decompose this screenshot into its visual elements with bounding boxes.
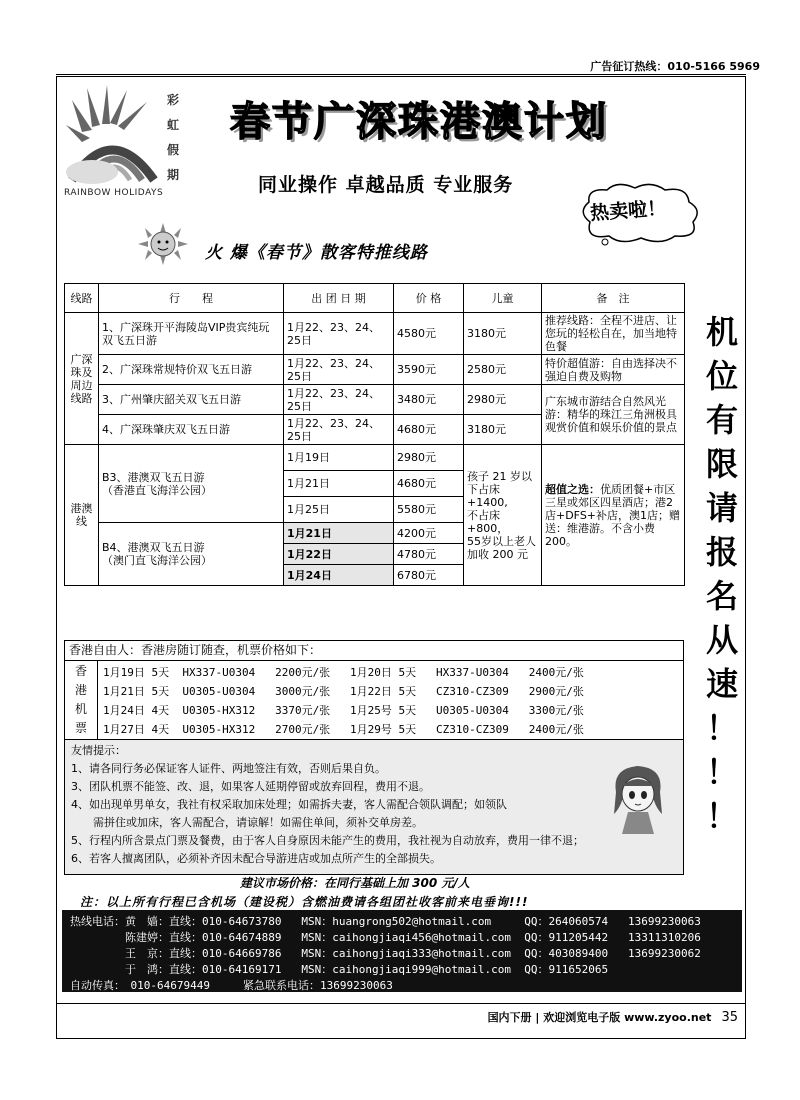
logo-en-text: RAINBOW HOLIDAYS (64, 188, 164, 198)
page-title: 春节广深珠港澳计划 (230, 98, 608, 145)
subtitle: 同业操作 卓越品质 专业服务 (258, 174, 514, 196)
route-price: 4200元 (394, 523, 464, 544)
table-header (65, 284, 685, 313)
ticket-section (64, 660, 684, 740)
hk-child-note: 孩子 21 岁以 下占床+1400, 不占床+800， 55岁以上老人 加收 200 元 (464, 445, 542, 586)
route-date: 1月25日 (284, 497, 394, 523)
route-date: 1月22日 (284, 544, 394, 565)
route-b3: B3、港澳双飞五日游 （香港直飞海洋公园） (99, 445, 284, 523)
route-price: 4680元 (394, 415, 464, 445)
header-child: 儿童 (464, 284, 542, 313)
route-name: 3、广州肇庆韶关双飞五日游 (99, 385, 284, 415)
logo-vertical-text: 彩 虹 假 期 (166, 93, 179, 182)
route-price: 4780元 (394, 544, 464, 565)
sun-icon (138, 223, 188, 265)
route-date: 1月24日 (284, 565, 394, 586)
ticket-row: 1月21日 5天 U0305-U0304 3000元/张 1月22日 5天 CZ310-CZ309 2900元/张 (103, 685, 584, 698)
route-date: 1月19日 (284, 445, 394, 471)
ticket-row: 1月19日 5天 HX337-U0304 2200元/张 1月20日 5天 HX337-U0304 2400元/张 (103, 666, 584, 679)
contact-row: 自动传真： 010-64679449 紧急联系电话：13699230063 (70, 979, 393, 992)
route-child-price: 2980元 (464, 385, 542, 415)
contact-box (62, 910, 742, 992)
tip-item: 1、请各同行务必保证客人证件、两地签注有效，否则后果自负。 (71, 762, 386, 775)
route-dates: 1月22、23、24、25日 (284, 385, 394, 415)
ticket-row: 1月24日 4天 U0305-HX312 3370元/张 1月25号 5天 U0305-U0304 3300元/张 (103, 704, 584, 717)
header-notes: 备 注 (542, 284, 685, 313)
tip-item: 4、如出现单男单女，我社有权采取加床处理；如需拆夫妻，客人需配合领队调配；如领队 (71, 798, 507, 811)
header-route-type: 线路 (65, 284, 99, 313)
route-b4: B4、港澳双飞五日游 （澳门直飞海洋公园） (99, 523, 284, 586)
table-row (65, 313, 685, 355)
page-number: 35 (721, 1010, 738, 1025)
table-row (65, 385, 685, 415)
hk-note: 超值之选：优质团餐+市区三星或郊区四星酒店；港2店+DFS+补店，澳1店；赠送：维港游。不含小费200。 (542, 445, 685, 586)
footer (488, 1009, 738, 1025)
ticket-header: 香港自由人：香港房随订随查，机票价格如下： (64, 640, 684, 660)
table-row (65, 355, 685, 385)
tips-title: 友情提示： (71, 744, 126, 757)
route-dates: 1月22、23、24、25日 (284, 355, 394, 385)
route-table (64, 283, 685, 586)
route-child-price: 3180元 (464, 415, 542, 445)
ticket-row: 1月27日 4天 U0305-HX312 2700元/张 1月29号 5天 CZ310-CZ309 2400元/张 (103, 723, 584, 736)
route-name: 2、广深珠常规特价双飞五日游 (99, 355, 284, 385)
tip-item: 5、行程内所含景点门票及餐费，由于客人自身原因未能产生的费用，我社视为自动放弃，费用一律不退； (71, 834, 584, 847)
route-date: 1月21日 (284, 471, 394, 497)
route-name: 4、广深珠肇庆双飞五日游 (99, 415, 284, 445)
route-price: 4580元 (394, 313, 464, 355)
hot-sale-label: 热卖啦！ (589, 197, 667, 225)
tip-item: 需拼住或加床，客人需配合，请谅解！如需住单间，须补交单房差。 (71, 816, 423, 829)
route-dates: 1月22、23、24、25日 (284, 313, 394, 355)
route-child-price: 2580元 (464, 355, 542, 385)
cartoon-girl-icon (608, 762, 668, 834)
contact-row: 热线电话：黄 嫱：直线：010-64673780 MSN：huangrong502@hotmail.com QQ：264060574 13699230063 (70, 915, 701, 928)
route-price: 4680元 (394, 471, 464, 497)
route-price: 3480元 (394, 385, 464, 415)
contact-row: 王 京：直线：010-64669786 MSN：caihongjiaqi333@hotmail.com QQ：403089400 13699230062 (70, 947, 701, 960)
route-child-price: 3180元 (464, 313, 542, 355)
region-guangshenzhu: 广深珠及周边线路 (65, 313, 99, 445)
route-note: 特价超值游：自由选择决不强迫自费及购物 (542, 355, 685, 385)
route-date: 1月21日 (284, 523, 394, 544)
contact-row: 陈建婷：直线：010-64674889 MSN：caihongjiaqi456@hotmail.com QQ：911205442 13311310206 (70, 931, 701, 944)
section-title: 火 爆《春节》散客特推线路 (205, 243, 428, 263)
route-price: 2980元 (394, 445, 464, 471)
route-note: 广东城市游结合自然风光游：精华的珠江三角洲极具观赏价值和娱乐价值的景点 (542, 385, 685, 445)
route-price: 5580元 (394, 497, 464, 523)
header-itinerary: 行 程 (99, 284, 284, 313)
side-slogan: 机 位 有 限 请 报 名 从 速 ！ ！ ！ (705, 313, 738, 835)
ad-hotline: 广告征订热线：010-5166 5969 (590, 60, 760, 73)
route-price: 6780元 (394, 565, 464, 586)
footer-text: 国内下册 | 欢迎浏览电子版 www.zyoo.net (487, 1011, 712, 1024)
footnote: 注：以上所有行程已含机场（建设税）含燃油费请各组团社收客前来电垂询!!! (80, 895, 529, 909)
tip-item: 3、团队机票不能签、改、退，如果客人延期停留或放弃回程，费用不退。 (71, 780, 430, 793)
header-dates: 出 团 日 期 (284, 284, 394, 313)
route-dates: 1月22、23、24、25日 (284, 415, 394, 445)
tips-section (64, 740, 684, 875)
tip-item: 6、若客人擅离团队，必须补齐因未配合导游进店或加点所产生的全部损失。 (71, 852, 441, 865)
header-price: 价 格 (394, 284, 464, 313)
route-price: 3590元 (394, 355, 464, 385)
ticket-label: 香 港 机 票 (65, 661, 98, 740)
top-divider (56, 74, 746, 75)
bottom-divider (56, 1003, 746, 1004)
table-row (65, 445, 685, 471)
contact-row: 于 鸿：直线：010-64169171 MSN：caihongjiaqi999@hotmail.com QQ：911652065 (70, 963, 609, 976)
route-name: 1、广深珠开平海陵岛VIP贵宾纯玩双飞五日游 (99, 313, 284, 355)
region-hk-macau: 港澳线 (65, 445, 99, 586)
route-note: 推荐线路：全程不进店、让您玩的轻松自在，加当地特色餐 (542, 313, 685, 355)
suggested-price: 建议市场价格：在同行基础上加 300 元/人 (240, 876, 470, 890)
